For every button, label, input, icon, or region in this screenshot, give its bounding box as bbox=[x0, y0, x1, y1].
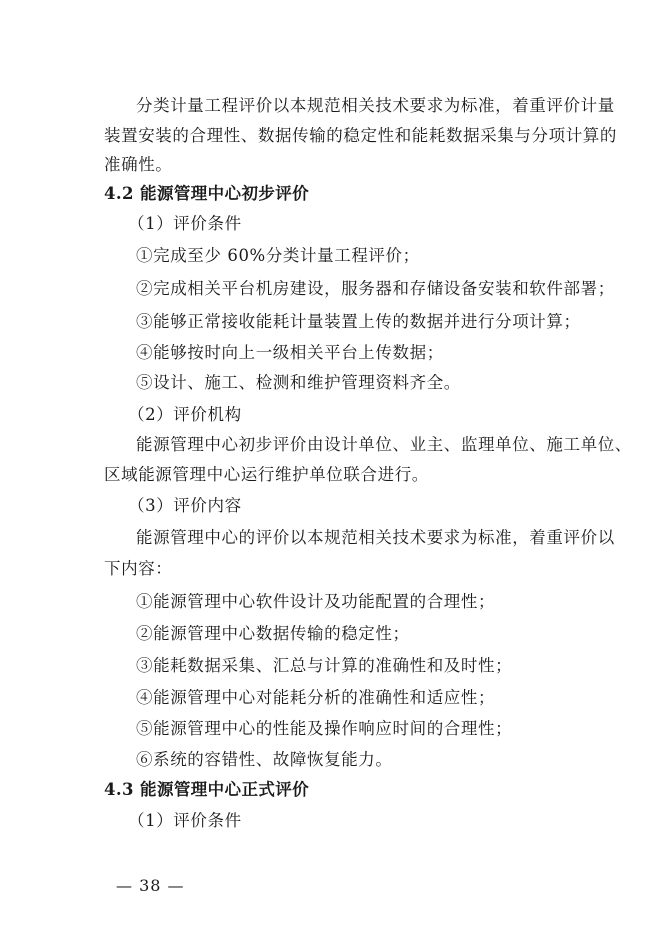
page-number: — 38 — bbox=[116, 876, 185, 895]
conditions-title: （1）评价条件 bbox=[128, 214, 242, 233]
institution-line-2: 区域能源管理中心运行维护单位联合进行。 bbox=[104, 465, 429, 484]
content-item: ③能耗数据采集、汇总与计算的准确性和及时性； bbox=[136, 656, 513, 675]
content-line-1: 能源管理中心的评价以本规范相关技术要求为标准，着重评价以 bbox=[136, 528, 615, 547]
section-4-3-heading: 4.3 能源管理中心正式评价 bbox=[104, 780, 310, 799]
condition-item: ②完成相关平台机房建设，服务器和存储设备安装和软件部署； bbox=[136, 279, 615, 298]
condition-item: ④能够按时向上一级相关平台上传数据； bbox=[136, 343, 444, 362]
condition-item: ③能够正常接收能耗计量装置上传的数据并进行分项计算； bbox=[136, 312, 581, 331]
content-item: ②能源管理中心数据传输的稳定性； bbox=[136, 624, 410, 643]
content-title: （3）评价内容 bbox=[128, 496, 242, 515]
intro-line-2: 装置安装的合理性、数据传输的稳定性和能耗数据采集与分项计算的 bbox=[104, 126, 617, 145]
content-item: ⑥系统的容错性、故障恢复能力。 bbox=[136, 750, 393, 769]
section-4-2-heading: 4.2 能源管理中心初步评价 bbox=[104, 184, 310, 203]
intro-line-1: 分类计量工程评价以本规范相关技术要求为标准，着重评价计量 bbox=[136, 96, 615, 115]
section-4-3-conditions-title: （1）评价条件 bbox=[128, 811, 242, 830]
institution-line-1: 能源管理中心初步评价由设计单位、业主、监理单位、施工单位、 bbox=[136, 435, 632, 454]
content-item: ④能源管理中心对能耗分析的准确性和适应性； bbox=[136, 688, 496, 707]
content-item: ⑤能源管理中心的性能及操作响应时间的合理性； bbox=[136, 719, 513, 738]
intro-line-3: 准确性。 bbox=[104, 155, 173, 174]
condition-item: ①完成至少 60%分类计量工程评价； bbox=[136, 246, 420, 265]
content-item: ①能源管理中心软件设计及功能配置的合理性； bbox=[136, 592, 496, 611]
content-line-2: 下内容： bbox=[104, 559, 173, 578]
institution-title: （2）评价机构 bbox=[128, 405, 242, 424]
condition-item: ⑤设计、施工、检测和维护管理资料齐全。 bbox=[136, 373, 461, 392]
